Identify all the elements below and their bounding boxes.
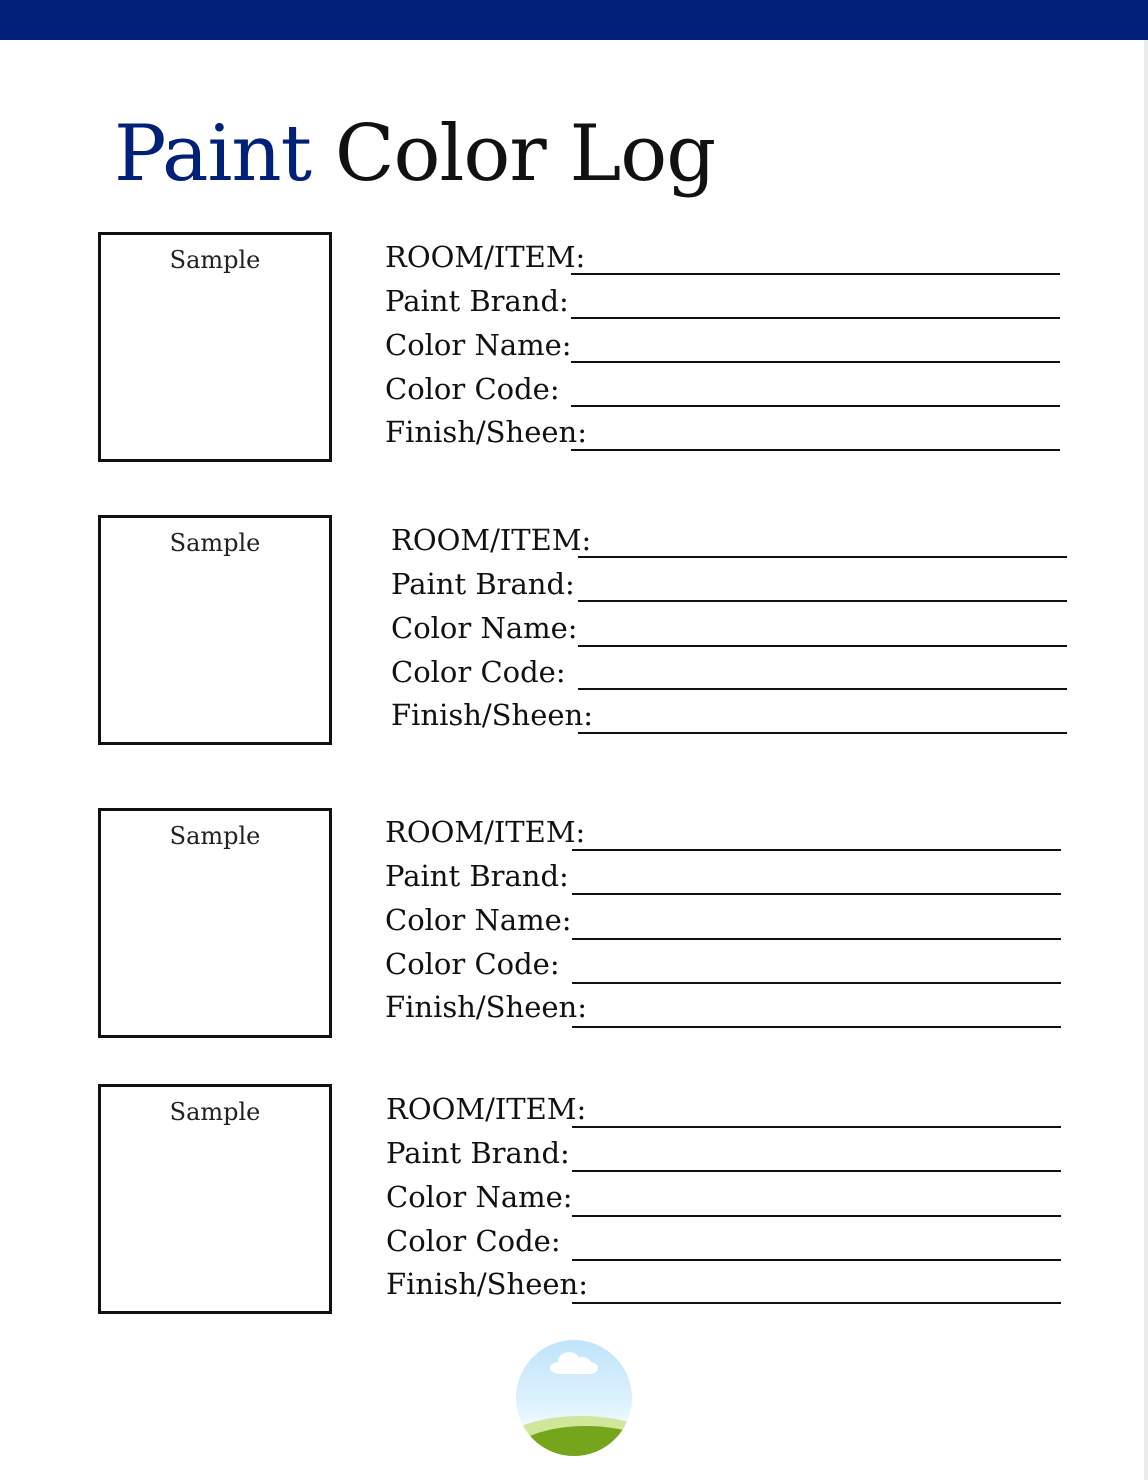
field-label: Finish/Sheen: — [385, 990, 587, 1024]
color-name-write-line[interactable] — [572, 1215, 1061, 1217]
paint-brand-write-line[interactable] — [572, 893, 1061, 895]
color-code-write-line[interactable] — [578, 688, 1067, 690]
room-item-write-line[interactable] — [571, 273, 1060, 275]
log-entry — [0, 808, 1148, 1048]
sample-swatch-box — [98, 1084, 332, 1314]
log-entry — [0, 515, 1148, 755]
field-label: ROOM/ITEM: — [391, 523, 592, 557]
field-label: Color Code: — [385, 947, 560, 981]
field-label: Finish/Sheen: — [385, 415, 587, 449]
sample-label: Sample — [169, 529, 261, 557]
field-label: Paint Brand: — [385, 284, 569, 318]
field-label: Color Name: — [385, 903, 572, 937]
paint-brand-write-line[interactable] — [578, 600, 1067, 602]
field-label: Color Code: — [386, 1224, 561, 1258]
log-entry — [0, 1084, 1148, 1324]
color-code-write-line[interactable] — [571, 405, 1060, 407]
color-code-write-line[interactable] — [572, 1259, 1061, 1261]
paint-brand-write-line[interactable] — [571, 317, 1060, 319]
sample-label: Sample — [169, 822, 261, 850]
paint-brand-write-line[interactable] — [572, 1170, 1061, 1172]
sample-swatch-box — [98, 515, 332, 745]
sample-swatch-box — [98, 232, 332, 462]
field-label: Finish/Sheen: — [386, 1267, 588, 1301]
field-label: Paint Brand: — [385, 859, 569, 893]
page-title-accent: Paint — [114, 109, 312, 199]
landscape-cloud-hill-icon — [516, 1340, 632, 1456]
finish-sheen-write-line[interactable] — [578, 732, 1067, 734]
page-title — [114, 104, 715, 204]
sample-swatch-box — [98, 808, 332, 1038]
color-name-write-line[interactable] — [571, 361, 1060, 363]
field-label: ROOM/ITEM: — [386, 1092, 587, 1126]
field-label: Paint Brand: — [391, 567, 575, 601]
field-label: Paint Brand: — [386, 1136, 570, 1170]
finish-sheen-write-line[interactable] — [572, 1026, 1061, 1028]
room-item-write-line[interactable] — [578, 556, 1067, 558]
color-name-write-line[interactable] — [578, 645, 1067, 647]
field-label: Color Name: — [386, 1180, 573, 1214]
field-label: ROOM/ITEM: — [385, 815, 586, 849]
field-label: Color Code: — [385, 372, 560, 406]
room-item-write-line[interactable] — [572, 849, 1061, 851]
sample-label: Sample — [169, 1098, 261, 1126]
field-label: ROOM/ITEM: — [385, 240, 586, 274]
field-label: Finish/Sheen: — [391, 698, 593, 732]
field-label: Color Name: — [391, 611, 578, 645]
finish-sheen-write-line[interactable] — [571, 449, 1060, 451]
field-label: Color Code: — [391, 655, 566, 689]
cloud-icon — [550, 1352, 598, 1374]
color-name-write-line[interactable] — [572, 938, 1061, 940]
log-entry — [0, 232, 1148, 472]
finish-sheen-write-line[interactable] — [572, 1302, 1061, 1304]
page-title-rest: Color Log — [334, 109, 716, 199]
header-band — [0, 0, 1148, 40]
room-item-write-line[interactable] — [572, 1126, 1061, 1128]
sample-label: Sample — [169, 246, 261, 274]
field-label: Color Name: — [385, 328, 572, 362]
color-code-write-line[interactable] — [572, 982, 1061, 984]
